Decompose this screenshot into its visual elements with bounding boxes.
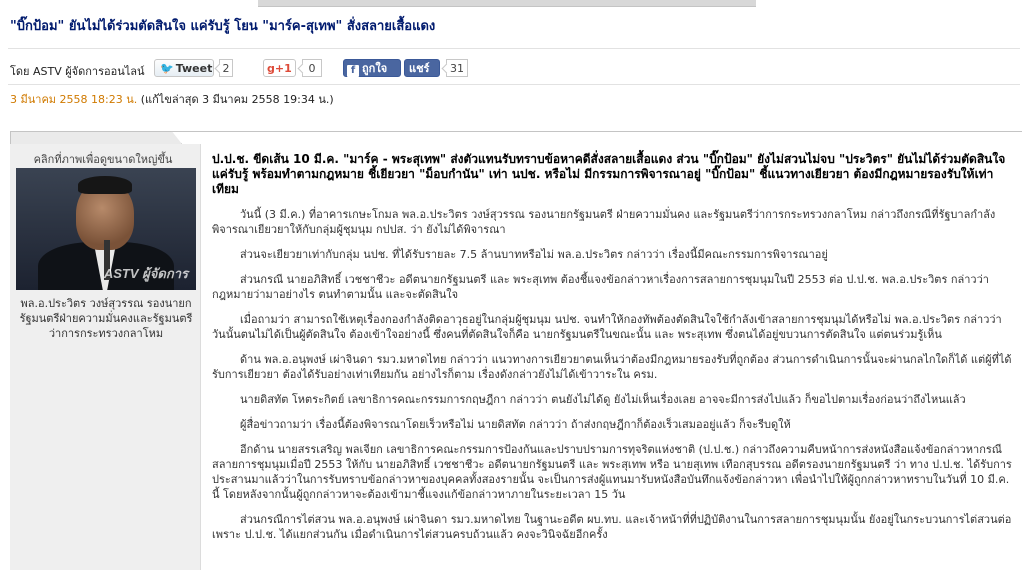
- divider: [8, 84, 1020, 85]
- photo-watermark: ASTV ผู้จัดการ: [103, 266, 188, 281]
- byline: โดย ASTV ผู้จัดการออนไลน์: [10, 65, 145, 78]
- article-paragraph: ผู้สื่อข่าวถามว่า เรื่องนี้ต้องพิจารณาโดยเร็วหรือไม่ นายดิสทัต กล่าวว่า ถ้าส่งกฤษฎีกาก็ต้องเร็วเสมออยู่แล้ว ก็จะรีบดูให้: [240, 418, 791, 431]
- top-image-strip: [258, 0, 756, 7]
- date-updated: (แก้ไขล่าสุด 3 มีนาคม 2558 19:34 น.): [140, 93, 334, 106]
- twitter-bird-icon: 🐦: [160, 62, 174, 75]
- date-published: 3 มีนาคม 2558 18:23 น.: [10, 93, 138, 106]
- article-body-tab: [10, 131, 182, 144]
- google-plus-count: 0: [302, 59, 322, 77]
- article-paragraph: ส่วนจะเยียวยาเท่ากับกลุ่ม นปช. ที่ได้รับรายละ 7.5 ล้านบาทหรือไม่ พล.อ.ประวิตร กล่าวว่า เรื่องนี้มีคณะกรรมการพิจารณาอยู่: [240, 248, 828, 261]
- article-photo[interactable]: [16, 168, 196, 290]
- article-summary: ป.ป.ช. ขีดเส้น 10 มี.ค. "มาร์ค - พระสุเทพ" ส่งตัวแทนรับทราบข้อหาคดีสั่งสลายเสื้อแดง ส่วน "บิ๊กป้อม" ยังไม่สวนไม่จบ "ประวิตร" ยันไม่ได้ร่วมตัดสินใจ แค่รับรู้ พร้อมทำตามกฎหมาย ชี้เยียวยา "ม็อบกำนัน" เท่า นปช. หรือไม่ มีกรรมการพิจารณาอยู่ "บิ๊กป้อม" ชี้แนวทางเยียวยา ต้องมีกฎหมายรองรับให้เท่าเทียม: [212, 152, 1006, 196]
- article-paragraph: ด้าน พล.อ.อนุพงษ์ เผ่าจินดา รมว.มหาดไทย กล่าวว่า แนวทางการเยียวยาตนเห็นว่าต้องมีกฎหมายรองรับที่ถูกต้อง ส่วนการดำเนินการนั้นจะผ่านกลไกใดก็ได้ แต่ผู้ที่ได้รับการเยียวยา ต้องได้รับอย่างเท่าเทียมกัน อย่างไรก็ตาม เรื่องดังกล่าวยังไม่ได้เข้าวาระใน ครม.: [212, 353, 1012, 381]
- article-content: [212, 152, 1018, 552]
- share-bar: [10, 59, 1010, 79]
- article-paragraph: ส่วนกรณี นายอภิสิทธิ์ เวชชาชีวะ อดีตนายกรัฐมนตรี และ พระสุเทพ ต้องชี้แจงข้อกล่าวหาเรื่องการสลายการชุมนุมในปี 2553 ต่อ ป.ป.ช. พล.อ.ประวิตร กล่าวว่า กฎหมายว่ามาอย่างไร ตนทำตามนั้น และจะตัดสินใจ: [212, 273, 989, 301]
- facebook-like-button[interactable]: [343, 59, 401, 77]
- article-paragraph: วันนี้ (3 มี.ค.) ที่อาคารเกษะโกมล พล.อ.ประวิตร วงษ์สุวรรณ รองนายกรัฐมนตรี ฝ่ายความมั่นคง และรัฐมนตรีว่าการกระทรวงกลาโหม กล่าวถึงกรณีที่รัฐบาลกำลังพิจารณาเยียวยาให้กับกลุ่มผู้ชุมนุม กปปส. ว่า ยังไม่ได้พิจารณา: [212, 208, 996, 236]
- image-sidebar: [10, 144, 201, 570]
- article-paragraph: นายดิสทัต โหตระกิตย์ เลขาธิการคณะกรรมการกฤษฎีกา กล่าวว่า ตนยังไม่ได้ดู ยังไม่เห็นเรื่องเลย อาจจะมีการส่งไปแล้ว ก็ขอไปตามเรื่องก่อนว่าถึงไหนแล้ว: [240, 393, 966, 406]
- facebook-share-button[interactable]: แชร์: [404, 59, 440, 77]
- tweet-button-label: Tweet: [175, 62, 213, 75]
- enlarge-hint: คลิกที่ภาพเพื่อดูขนาดใหญ่ขึ้น: [33, 153, 173, 166]
- facebook-count: 31: [446, 59, 468, 77]
- facebook-icon: f: [347, 65, 359, 77]
- dateline: [10, 90, 334, 108]
- tweet-count: 2: [219, 59, 233, 77]
- divider: [8, 48, 1020, 49]
- photo-caption: พล.อ.ประวิตร วงษ์สุวรรณ รองนายกรัฐมนตรีฝ่ายความมั่นคงและรัฐมนตรีว่าการกระทรวงกลาโหม: [19, 297, 193, 340]
- article-paragraph: อีกด้าน นายสรรเสริญ พลเจียก เลขาธิการคณะกรรมการป้องกันและปราบปรามการทุจริตแห่งชาติ (ป.ป.ช.) กล่าวถึงความคืบหน้าการส่งหนังสือแจ้งข้อกล่าวหากรณีสลายการชุมนุมเมื่อปี 2553 ให้กับ นายอภิสิทธิ์ เวชชาชีวะ อดีตนายกรัฐมนตรี และ พระสุเทพ หรือ นายสุเทพ เทือกสุบรรณ อดีตรองนายกรัฐมนตรี ว่า ทาง ป.ป.ช. ได้รับการประสานมาแล้วว่าในการรับทราบข้อกล่าวหาของบุคคลทั้งสองรายนั้น จะเป็นการส่งผู้แทนมารับหนังสือบันทึกแจ้งข้อกล่าวหา เพื่อนำไปให้ผู้ถูกกล่าวหาทราบในวันที่ 10 มี.ค. นี้ โดยหลังจากนั้นผู้ถูกกล่าวหาจะต้องเข้ามาชี้แจงแก้ข้อกล่าวหาภายในระยะเวลา 15 วัน: [212, 443, 1012, 501]
- facebook-like-label: ถูกใจ: [362, 62, 388, 75]
- google-plus-button[interactable]: g+1: [263, 59, 296, 77]
- article-headline: "บิ๊กป้อม" ยันไม่ได้ร่วมตัดสินใจ แค่รับรู้ โยน "มาร์ค-สุเทพ" สั่งสลายเสื้อแดง: [10, 19, 436, 34]
- article-paragraph: ส่วนกรณีการไต่สวน พล.อ.อนุพงษ์ เผ่าจินดา รมว.มหาดไทย ในฐานะอดีต ผบ.ทบ. และเจ้าหน้าที่ที่ปฏิบัติงานในการสลายการชุมนุมนั้น ยังอยู่ในกระบวนการไต่สวนต่อ เพราะ ป.ป.ช. ได้แยกส่วนกัน เมื่อดำเนินการไต่สวนครบถ้วนแล้ว คงจะวินิจฉัยอีกครั้ง: [212, 513, 1012, 541]
- tweet-button[interactable]: [154, 59, 214, 77]
- article-paragraph: เมื่อถามว่า สามารถใช้เหตุเรื่องกองกำลังติดอาวุธอยู่ในกลุ่มผู้ชุมนุม นปช. จนทำให้กองทัพต้องตัดสินใจใช้กำลังเข้าสลายการชุมนุมได้หรือไม่ พล.อ.ประวิตร กล่าวว่า วันนั้นตนไม่ได้เป็นผู้ตัดสินใจ ต้องเข้าใจอย่างนี้ ซึ่งคนที่ตัดสินใจก็คือ นายกรัฐมนตรีในขณะนั้น และ พระสุเทพ ซึ่งตนได้อยู่ขบวนการตัดสินใจ แต่ตนร่วมรู้เห็น: [212, 313, 1002, 341]
